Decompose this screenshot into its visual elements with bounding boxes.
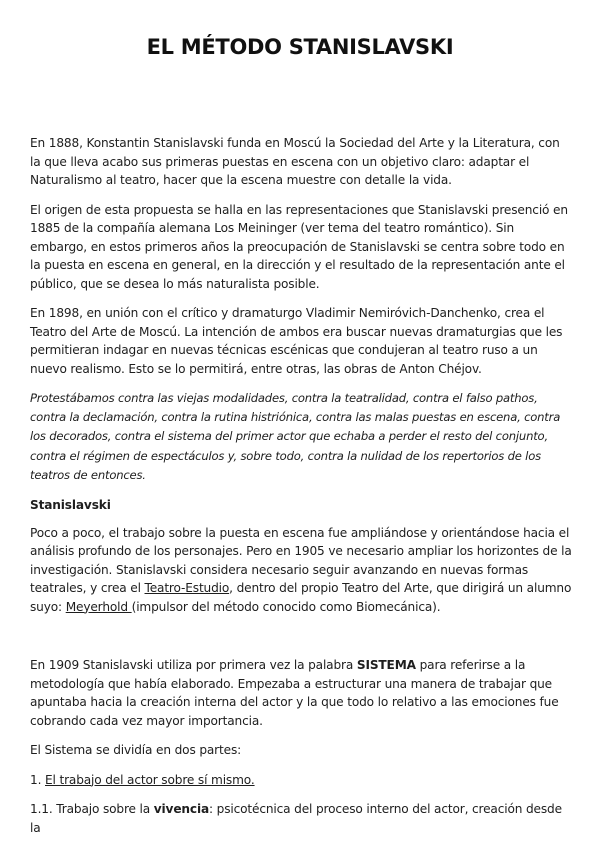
- list-item-1-number: 1.: [30, 772, 45, 787]
- list-item-1-1-text-a: 1.1. Trabajo sobre la: [30, 802, 154, 817]
- section-heading: Stanislavski: [30, 498, 111, 513]
- paragraph-4-text-b: , dentro del propio Teatro del Arte, que dirigirá un alumno suyo:: [30, 581, 572, 614]
- spacer: [30, 627, 572, 656]
- paragraph-1: En 1888, Konstantin Stanislavski funda en Moscú la Sociedad del Arte y la Literatura, con la que lleva acabo sus primeras puestas en escena con un objetivo claro: adaptar el Naturalismo al teatro, hacer que la escena muestre con detalle la vida.: [30, 136, 560, 187]
- paragraph-6: El Sistema se dividía en dos partes:: [30, 743, 242, 758]
- meyerhold-link[interactable]: Meyerhold: [65, 599, 132, 614]
- page-title: EL MÉTODO STANISLAVSKI: [146, 35, 454, 59]
- paragraph-5: [30, 656, 572, 730]
- trabajo-actor-link[interactable]: El trabajo del actor sobre sí mismo.: [45, 772, 255, 787]
- paragraph-5-text-a: En 1909 Stanislavski utiliza por primera vez la palabra: [30, 658, 357, 673]
- paragraph-3: En 1898, en unión con el crítico y dramaturgo Vladimir Nemiróvich-Danchenko, crea el Teatro del Arte de Moscú. La intención de ambos era buscar nuevas dramaturgias que les permitieran indagar en nuevas técnicas escénicas que condujeran al teatro ruso a un nuevo realismo. Esto se lo permitirá, entre otras, las obras de Anton Chéjov.: [30, 306, 563, 376]
- paragraph-4: [30, 524, 572, 617]
- list-item-1-1-text-b: : psicotécnica del proceso interno del actor, creación desde la: [30, 802, 562, 835]
- list-item-1-1: [30, 800, 572, 837]
- vivencia-bold: vivencia: [153, 802, 209, 817]
- sistema-bold: SISTEMA: [356, 658, 416, 673]
- paragraph-2: El origen de esta propuesta se halla en las representaciones que Stanislavski presenció en 1885 de la compañía alemana Los Meininger (ver tema del teatro romántico). Sin embargo, en estos primeros años la preocupación de Stanislavski se centra sobre todo en la puesta en escena en general, en la dirección y el resultado de la representación ante el público, que se desea lo más naturalista posible.: [30, 202, 568, 291]
- list-item-1: [30, 771, 572, 790]
- document-body: [30, 134, 572, 848]
- teatro-estudio-link[interactable]: Teatro-Estudio: [144, 581, 230, 596]
- paragraph-5-text-b: para referirse a la metodología que había elaborado. Empezaba a estructurar una manera de trabajar que apuntaba hacia la creación interna del actor y la que todo lo relativo a las emociones fue cobrando cada vez mayor importancia.: [30, 658, 559, 728]
- paragraph-4-text-c: (impulsor del método conocido como Biomecánica).: [131, 599, 441, 614]
- paragraph-4-text-a: Poco a poco, el trabajo sobre la puesta en escena fue ampliándose y orientándose hacia el análisis profundo de los personajes. Pero en 1905 ve necesario ampliar los horizontes de la investigación. Stanislavski considera necesario seguir avanzando en nuevas formas teatrales, y crea el: [30, 525, 572, 596]
- quote-paragraph: Protestábamos contra las viejas modalidades, contra la teatralidad, contra el falso pathos, contra la declamación, contra la rutina histriónica, contra las malas puestas en escena, contra los decorados, contra el sistema del primer actor que echaba a perder el resto del conjunto, contra el régimen de espectáculos y, sobre todo, contra la nulidad de los repertorios de los teatros de entonces.: [30, 391, 561, 482]
